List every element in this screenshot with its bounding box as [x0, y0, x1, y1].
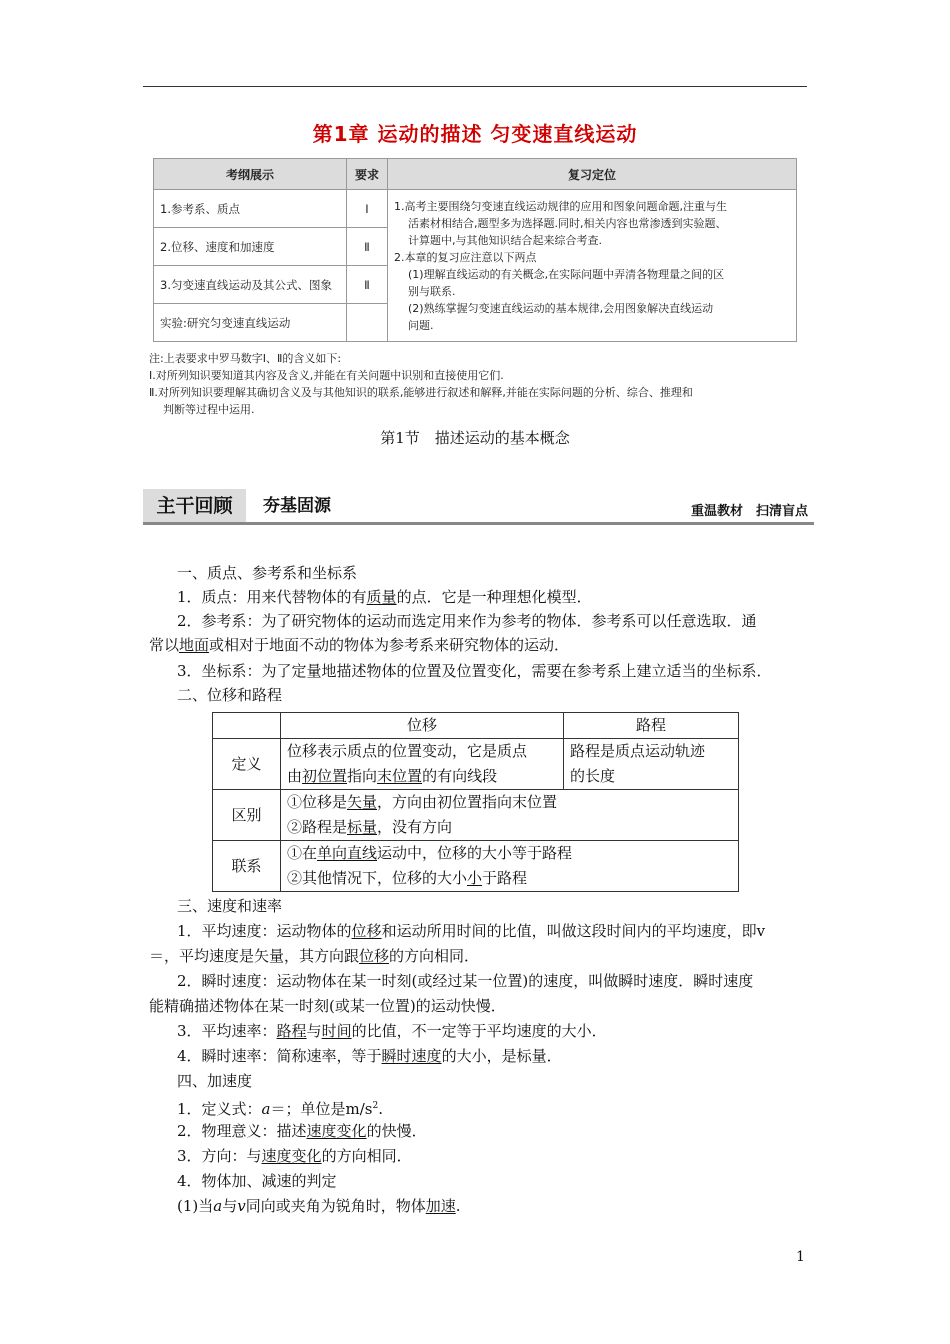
row-difference-label: 区别 [213, 790, 281, 841]
syllabus-table [153, 158, 797, 342]
syllabus-item: 3.匀变速直线运动及其公式、图象 [154, 266, 347, 304]
syllabus-header-requirement: 要求 [347, 159, 388, 190]
syllabus-item: 1.参考系、质点 [154, 190, 347, 228]
heading-2: 二、位移和路程 [177, 686, 283, 704]
syllabus-item: 实验:研究匀变速直线运动 [154, 304, 347, 342]
review-banner [143, 486, 814, 524]
banner-right-label: 重温教材 扫清盲点 [690, 504, 808, 519]
syllabus-header-positioning: 复习定位 [388, 159, 797, 190]
col-path: 路程 [564, 713, 739, 739]
definition-displacement: 位移表示质点的位置变动，它是质点 由初位置指向末位置的有向线段 [281, 739, 564, 790]
paragraph: 4．瞬时速率：简称速率，等于瞬时速度的大小，是标量． [177, 1047, 562, 1065]
note-line: Ⅱ.对所列知识要理解其确切含义及与其他知识的联系,能够进行叙述和解释,并能在实际问题的分析、综合、推理和 [149, 386, 693, 399]
paragraph: 4．物体加、减速的判定 [177, 1172, 337, 1190]
positioning-line: 活素材相结合,题型多为选择题.同时,相关内容也常渗透到实验题、 [408, 217, 727, 230]
syllabus-positioning [388, 190, 797, 342]
syllabus-requirement [347, 304, 388, 342]
paragraph: 2．参考系：为了研究物体的运动而选定用来作为参考的物体．参考系可以任意选取．通 [177, 612, 757, 630]
heading-1: 一、质点、参考系和坐标系 [177, 564, 358, 582]
page-number: 1 [796, 1249, 805, 1265]
difference-text: ①位移是矢量，方向由初位置指向末位置 ②路程是标量，没有方向 [281, 790, 739, 841]
paragraph-continued: 常以地面或相对于地面不动的物体为参考系来研究物体的运动． [149, 636, 570, 654]
paragraph-continued: ＝，平均速度是矢量，其方向跟位移的方向相同． [149, 947, 480, 965]
row-definition-label: 定义 [213, 739, 281, 790]
banner-rule [143, 522, 814, 525]
paragraph: 2．物理意义：描述速度变化的快慢． [177, 1122, 427, 1140]
paragraph: 3．平均速率：路程与时间的比值，不一定等于平均速度的大小． [177, 1022, 607, 1040]
paragraph: 1．质点：用来代替物体的有质量的点．它是一种理想化模型． [177, 588, 592, 606]
positioning-line: 计算题中,与其他知识结合起来综合考查. [408, 234, 602, 247]
note-line: 判断等过程中运用. [163, 403, 255, 416]
chapter-title: 第1章 运动的描述 匀变速直线运动 [312, 122, 638, 146]
syllabus-header-outline: 考纲展示 [154, 159, 347, 190]
note-line: Ⅰ.对所列知识要知道其内容及含义,并能在有关问题中识别和直接使用它们. [149, 369, 504, 382]
banner-sub-label: 夯基固源 [263, 496, 331, 516]
paragraph: 1．平均速度：运动物体的位移和运动所用时间的比值，叫做这段时间内的平均速度，即v [177, 922, 766, 940]
definition-path: 路程是质点运动轨迹 的长度 [564, 739, 739, 790]
positioning-line: 2.本章的复习应注意以下两点 [394, 251, 537, 264]
paragraph: 2．瞬时速度：运动物体在某一时刻(或经过某一位置)的速度，叫做瞬时速度．瞬时速度 [177, 972, 754, 990]
paragraph-continued: 能精确描述物体在某一时刻(或某一位置)的运动快慢． [149, 997, 506, 1015]
paragraph: 3．坐标系：为了定量地描述物体的位置及位置变化，需要在参考系上建立适当的坐标系． [177, 662, 772, 680]
col-displacement: 位移 [281, 713, 564, 739]
positioning-line: (1)理解直线运动的有关概念,在实际问题中弄清各物理量之间的区 [408, 268, 725, 281]
table-corner [213, 713, 281, 739]
section-title: 第1节 描述运动的基本概念 [380, 429, 570, 447]
header-rule [143, 86, 807, 87]
heading-4: 四、加速度 [177, 1072, 253, 1090]
syllabus-notes [149, 350, 809, 418]
positioning-line: 问题. [408, 319, 434, 332]
note-line: 注:上表要求中罗马数字Ⅰ、Ⅱ的含义如下: [149, 352, 342, 365]
row-relation-label: 联系 [213, 841, 281, 892]
banner-main-label: 主干回顾 [143, 489, 246, 523]
relation-text: ①在单向直线运动中，位移的大小等于路程 ②其他情况下，位移的大小小于路程 [281, 841, 739, 892]
syllabus-requirement: Ⅱ [347, 228, 388, 266]
syllabus-requirement: Ⅱ [347, 266, 388, 304]
positioning-line: 1.高考主要围绕匀变速直线运动规律的应用和图象问题命题,注重与生 [394, 200, 727, 213]
displacement-path-table [212, 712, 739, 892]
syllabus-item: 2.位移、速度和加速度 [154, 228, 347, 266]
paragraph: 3．方向：与速度变化的方向相同． [177, 1147, 412, 1165]
syllabus-requirement: Ⅰ [347, 190, 388, 228]
paragraph: 1．定义式：a＝；单位是$m/s^2$. [177, 1100, 383, 1118]
paragraph: (1)当a与v同向或夹角为锐角时，物体加速. [177, 1197, 461, 1215]
heading-3: 三、速度和速率 [177, 897, 283, 915]
positioning-line: (2)熟练掌握匀变速直线运动的基本规律,会用图象解决直线运动 [408, 302, 714, 315]
positioning-line: 别与联系. [408, 285, 456, 298]
